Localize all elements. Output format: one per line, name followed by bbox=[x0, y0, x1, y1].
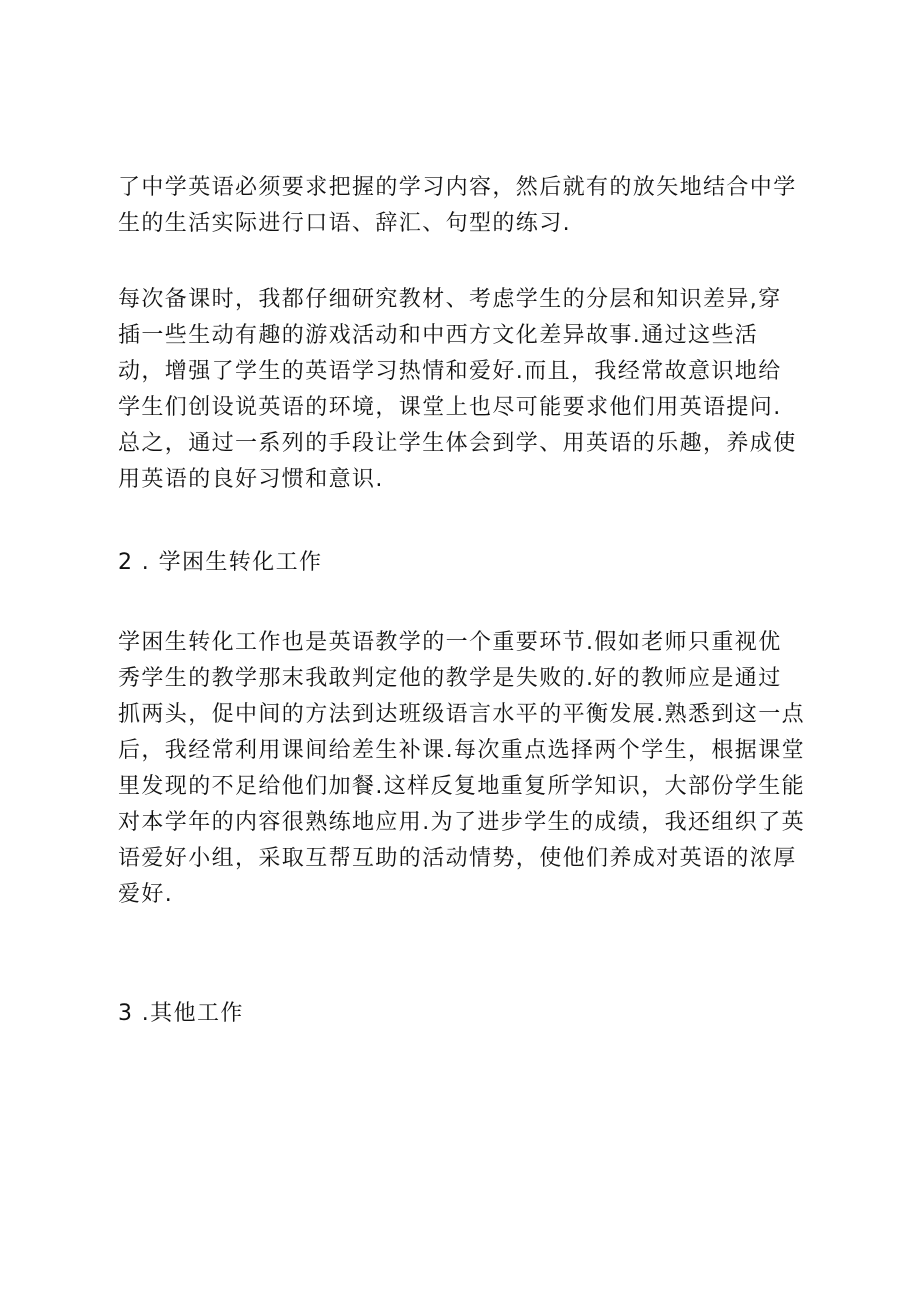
text-line: 学生们创设说英语的环境，课堂上也尽可能要求他们用英语提问. bbox=[118, 395, 782, 420]
heading-text: 2 . 学困生转化工作 bbox=[118, 550, 323, 575]
paragraph-struggling-students bbox=[118, 625, 808, 949]
text-line: 生的生活实际进行口语、辞汇、句型的练习. bbox=[118, 211, 571, 236]
text-line: 爱好. bbox=[118, 882, 174, 907]
text-line: 总之，通过一系列的手段让学生体会到学、用英语的乐趣，养成使 bbox=[118, 431, 797, 456]
heading-text: 3 .其他工作 bbox=[118, 1001, 244, 1026]
text-line: 里发现的不足给他们加餐.这样反复地重复所学知识，大部份学生能 bbox=[118, 774, 805, 799]
paragraph-intro-continuation bbox=[118, 170, 808, 242]
text-line: 了中学英语必须要求把握的学习内容，然后就有的放矢地结合中学 bbox=[118, 175, 797, 200]
document-body bbox=[118, 170, 808, 1032]
section-heading-2 bbox=[118, 545, 808, 581]
text-line: 抓两头，促中间的方法到达班级语言水平的平衡发展.熟悉到这一点 bbox=[118, 702, 805, 727]
section-heading-3 bbox=[118, 996, 808, 1032]
text-line: 用英语的良好习惯和意识. bbox=[118, 467, 384, 492]
text-line: 动，增强了学生的英语学习热情和爱好.而且，我经常故意识地给 bbox=[118, 359, 782, 384]
text-line bbox=[118, 913, 808, 949]
paragraph-lesson-prep bbox=[118, 282, 808, 498]
text-line: 插一些生动有趣的游戏活动和中西方文化差异故事.通过这些活 bbox=[118, 323, 759, 348]
text-line: 秀学生的教学那末我敢判定他的教学是失败的.好的教师应是通过 bbox=[118, 666, 782, 691]
text-line: 学困生转化工作也是英语教学的一个重要环节.假如老师只重视优 bbox=[118, 630, 782, 655]
text-line: 语爱好小组，采取互帮互助的活动情势，使他们养成对英语的浓厚 bbox=[118, 846, 797, 871]
text-line: 对本学年的内容很熟练地应用.为了进步学生的成绩，我还组织了英 bbox=[118, 810, 805, 835]
text-line: 每次备课时，我都仔细研究教材、考虑学生的分层和知识差异,穿 bbox=[118, 287, 782, 312]
text-line: 后，我经常利用课间给差生补课.每次重点选择两个学生，根据课堂 bbox=[118, 738, 805, 763]
